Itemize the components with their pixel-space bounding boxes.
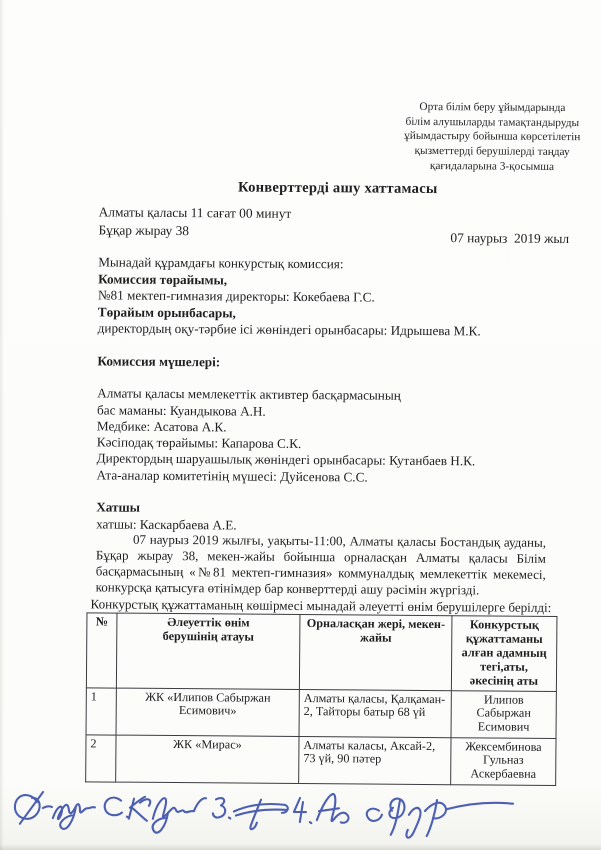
signature-flourish-icon [367, 798, 513, 838]
commission-deputy-label: Төрайым орынбасары, [97, 303, 236, 320]
header-receiver: Конкурстық құжаттаманы алған адамның тегі,аты, әкесінің аты [451, 616, 557, 691]
commission-chair-label: Комиссия төрайымы, [98, 270, 228, 287]
secretary-value: хатшы: Каскарбаева А.Е. [96, 515, 237, 533]
members-section [96, 353, 562, 487]
appendix-note-line: білім алушыларды тамақтандыруды [405, 115, 580, 129]
member-line: Директордың шаруашылық жөніндегі орынбасары: Кутанбаев Н.К. [96, 450, 476, 469]
member-line: Кәсіподақ төрайымы: Капарова С.К. [96, 434, 302, 452]
members-list [96, 386, 562, 487]
appendix-note-line: ұйымдастыру бойынша көрсетілетін [404, 130, 581, 144]
header-number: № [86, 613, 117, 688]
member-line: Алматы қаласы мемлекеттік активтер басқармасының [97, 385, 401, 404]
street-line: Бұқар жырау 38 [98, 222, 190, 239]
header-address: Орналасқан жері, мекен- жайы [299, 615, 452, 691]
supplier-name-cell: ЖК «Мирас» [116, 735, 299, 783]
commission-section [98, 254, 564, 340]
signature-flourish-icon [234, 799, 288, 829]
signature-flourish-icon [15, 792, 52, 824]
row-number-cell: 2 [86, 734, 116, 781]
signature-flourish-icon [294, 794, 349, 824]
commission-deputy-value: директордың оқу-тәрбие ісі жөніндегі орынбасары: Идрышева М.К. [97, 320, 481, 339]
table-row [86, 687, 556, 738]
appendix-note-line: Орта білім беру ұйымдарында [419, 100, 566, 115]
table-header-row [86, 613, 557, 691]
secretary-heading: Хатшы [96, 499, 141, 515]
appendix-reference-note [392, 100, 593, 175]
protocol-paragraph: 07 наурыз 2019 жылғы, уақыты-11:00, Алматы қаласы Бостандық ауданы, Бұқар жырау 38, мекен-жайы бойынша орналасқан Алматы қаласы Білім басқармасының «№81 мектеп-гимназия» коммуналдық мемлекеттік мекемесі, конкурсқа қатысуға өтінімдер бар конверттерді ашу рәсімін жүргізді. [95, 531, 547, 598]
receiver-cell: Илипов Сабыржан Есимович [451, 690, 556, 738]
secretary-section [96, 499, 561, 536]
place-time-line: Алматы қаласы 11 сағат 00 минут [98, 204, 292, 221]
appendix-note-line: қызметтерді берушілерді таңдау [414, 145, 570, 159]
signature-flourish-icon [153, 798, 206, 833]
receiver-cell: Жексембинова Гульназ Аскербаевна [451, 737, 556, 785]
page-title: Конверттерді ашу хаттамасы [237, 179, 438, 198]
suppliers-table [85, 612, 557, 785]
row-number-cell: 1 [86, 687, 116, 734]
signature-flourish-icon [213, 798, 231, 818]
signature-ink [15, 792, 513, 839]
date-line: 07 наурыз 2019 жыл [450, 230, 570, 247]
handwritten-signatures [0, 776, 598, 850]
member-line: Медбике: Асатова А.К. [96, 418, 227, 435]
address-cell: Алматы қаласы, Қалқаман- 2, Тайторы батыр 68 үй [299, 689, 451, 737]
address-cell: Алматы каласы, Аксай-2, 73 үй, 90 пәтер [299, 736, 451, 784]
members-heading: Комиссия мүшелері: [97, 353, 221, 370]
table-intro-line: Конкурстық құжаттаманың көшірмесі мынадай әлеуетті өнім берушілерге берілді: [90, 596, 552, 615]
member-line: бас маманы: Куандыкова А.Н. [97, 401, 266, 419]
signature-flourish-icon [53, 804, 95, 829]
commission-intro: Мынадай құрамдағы конкурстық комиссия: [98, 254, 344, 272]
commission-chair-value: №81 мектеп-гимназия директоры: Кокебаева Г.С. [97, 287, 375, 305]
header-supplier-name: Әлеуеттік өнім берушінің атауы [116, 613, 300, 689]
supplier-name-cell: ЖК «Илипов Сабыржан Есимович» [116, 688, 299, 736]
signature-flourish-icon [105, 796, 151, 820]
appendix-note-line: қағидаларына 3-қосымша [429, 159, 555, 173]
member-line: Ата-аналар комитетінің мүшесі: Дуйсенова С.С. [96, 467, 368, 485]
